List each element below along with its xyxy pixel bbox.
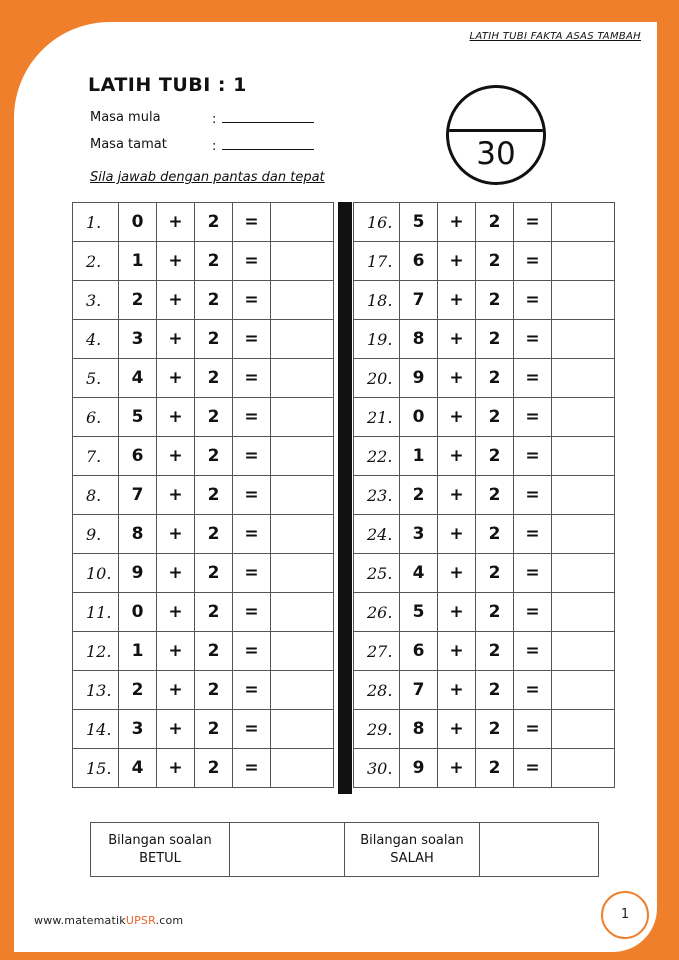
- operand-a: 6: [119, 437, 157, 476]
- operand-b: 2: [476, 593, 514, 632]
- question-number: 15.: [73, 749, 119, 788]
- answer-box[interactable]: [271, 398, 334, 437]
- operand-b: 2: [195, 242, 233, 281]
- question-number: 22.: [354, 437, 400, 476]
- operand-a: 3: [400, 515, 438, 554]
- plus-sign: +: [157, 359, 195, 398]
- plus-sign: +: [438, 242, 476, 281]
- equals-sign: =: [233, 554, 271, 593]
- operand-a: 5: [119, 398, 157, 437]
- operand-a: 7: [400, 671, 438, 710]
- equals-sign: =: [514, 320, 552, 359]
- plus-sign: +: [157, 437, 195, 476]
- question-number: 5.: [73, 359, 119, 398]
- start-time-field[interactable]: [212, 110, 314, 127]
- plus-sign: +: [438, 476, 476, 515]
- question-row: [354, 710, 615, 749]
- equals-sign: =: [514, 632, 552, 671]
- question-number: 17.: [354, 242, 400, 281]
- answer-box[interactable]: [552, 242, 615, 281]
- column-divider: [338, 202, 352, 794]
- question-row: [354, 242, 615, 281]
- operand-b: 2: [476, 515, 514, 554]
- operand-a: 7: [119, 476, 157, 515]
- correct-count-box[interactable]: [230, 823, 345, 877]
- operand-b: 2: [476, 749, 514, 788]
- instruction-text: Sila jawab dengan pantas dan tepat: [90, 170, 325, 185]
- question-number: 3.: [73, 281, 119, 320]
- plus-sign: +: [438, 398, 476, 437]
- plus-sign: +: [438, 281, 476, 320]
- operand-b: 2: [195, 398, 233, 437]
- plus-sign: +: [157, 593, 195, 632]
- answer-box[interactable]: [552, 203, 615, 242]
- question-number: 27.: [354, 632, 400, 671]
- plus-sign: +: [438, 320, 476, 359]
- question-row: [73, 242, 334, 281]
- equals-sign: =: [514, 437, 552, 476]
- end-time-label: Masa tamat: [90, 137, 167, 152]
- operand-a: 9: [400, 749, 438, 788]
- question-row: [354, 398, 615, 437]
- timer-value: 30: [476, 136, 516, 172]
- timer-divider: [449, 129, 543, 132]
- plus-sign: +: [157, 671, 195, 710]
- question-number: 12.: [73, 632, 119, 671]
- question-number: 1.: [73, 203, 119, 242]
- question-row: [354, 593, 615, 632]
- answer-box[interactable]: [552, 515, 615, 554]
- question-row: [354, 281, 615, 320]
- answer-box[interactable]: [271, 554, 334, 593]
- question-number: 4.: [73, 320, 119, 359]
- question-number: 18.: [354, 281, 400, 320]
- question-number: 9.: [73, 515, 119, 554]
- end-time-blank[interactable]: [222, 137, 314, 150]
- operand-a: 2: [119, 281, 157, 320]
- question-row: [354, 476, 615, 515]
- question-row: [354, 554, 615, 593]
- operand-a: 4: [400, 554, 438, 593]
- plus-sign: +: [157, 281, 195, 320]
- operand-a: 6: [400, 242, 438, 281]
- start-time-blank[interactable]: [222, 110, 314, 123]
- answer-box[interactable]: [552, 437, 615, 476]
- operand-b: 2: [195, 671, 233, 710]
- answer-box[interactable]: [271, 749, 334, 788]
- start-time-colon: :: [212, 112, 217, 127]
- plus-sign: +: [438, 359, 476, 398]
- question-row: [354, 749, 615, 788]
- operand-b: 2: [195, 203, 233, 242]
- question-row: [73, 515, 334, 554]
- operand-a: 0: [119, 203, 157, 242]
- page-number: 1: [601, 891, 649, 939]
- operand-b: 2: [476, 281, 514, 320]
- question-row: [73, 476, 334, 515]
- equals-sign: =: [514, 554, 552, 593]
- answer-box[interactable]: [552, 710, 615, 749]
- header-title: LATIH TUBI FAKTA ASAS TAMBAH: [469, 31, 641, 42]
- answer-box[interactable]: [271, 632, 334, 671]
- operand-b: 2: [476, 320, 514, 359]
- plus-sign: +: [438, 632, 476, 671]
- operand-b: 2: [476, 632, 514, 671]
- wrong-count-label: Bilangan soalan SALAH: [345, 823, 480, 877]
- equals-sign: =: [233, 632, 271, 671]
- equals-sign: =: [233, 398, 271, 437]
- plus-sign: +: [157, 515, 195, 554]
- answer-box[interactable]: [552, 554, 615, 593]
- question-row: [354, 320, 615, 359]
- operand-b: 2: [195, 281, 233, 320]
- question-row: [73, 554, 334, 593]
- end-time-field[interactable]: [212, 137, 314, 154]
- operand-b: 2: [476, 242, 514, 281]
- answer-box[interactable]: [271, 359, 334, 398]
- plus-sign: +: [438, 671, 476, 710]
- equals-sign: =: [233, 593, 271, 632]
- answer-box[interactable]: [552, 671, 615, 710]
- answer-box[interactable]: [552, 632, 615, 671]
- equals-sign: =: [514, 515, 552, 554]
- question-number: 23.: [354, 476, 400, 515]
- equals-sign: =: [514, 359, 552, 398]
- operand-a: 8: [119, 515, 157, 554]
- operand-b: 2: [195, 710, 233, 749]
- operand-b: 2: [476, 359, 514, 398]
- plus-sign: +: [438, 593, 476, 632]
- equals-sign: =: [233, 359, 271, 398]
- question-row: [354, 359, 615, 398]
- operand-b: 2: [195, 320, 233, 359]
- answer-box[interactable]: [271, 476, 334, 515]
- plus-sign: +: [157, 749, 195, 788]
- question-row: [73, 749, 334, 788]
- questions-table-left: [72, 202, 334, 788]
- operand-a: 8: [400, 710, 438, 749]
- answer-box[interactable]: [552, 281, 615, 320]
- question-row: [73, 320, 334, 359]
- question-number: 21.: [354, 398, 400, 437]
- question-number: 6.: [73, 398, 119, 437]
- equals-sign: =: [233, 320, 271, 359]
- answer-box[interactable]: [271, 281, 334, 320]
- correct-count-label: Bilangan soalan BETUL: [91, 823, 230, 877]
- question-number: 26.: [354, 593, 400, 632]
- operand-a: 0: [400, 398, 438, 437]
- question-number: 24.: [354, 515, 400, 554]
- answer-box[interactable]: [552, 476, 615, 515]
- equals-sign: =: [514, 749, 552, 788]
- plus-sign: +: [157, 554, 195, 593]
- equals-sign: =: [514, 242, 552, 281]
- question-number: 2.: [73, 242, 119, 281]
- operand-b: 2: [476, 437, 514, 476]
- operand-b: 2: [476, 710, 514, 749]
- plus-sign: +: [438, 710, 476, 749]
- answer-box[interactable]: [552, 359, 615, 398]
- question-row: [354, 515, 615, 554]
- equals-sign: =: [514, 398, 552, 437]
- operand-b: 2: [476, 203, 514, 242]
- equals-sign: =: [233, 476, 271, 515]
- start-time-label: Masa mula: [90, 110, 161, 125]
- timer-circle: [446, 85, 546, 185]
- question-row: [354, 203, 615, 242]
- answer-box[interactable]: [271, 710, 334, 749]
- question-row: [73, 281, 334, 320]
- question-number: 25.: [354, 554, 400, 593]
- operand-b: 2: [195, 749, 233, 788]
- operand-a: 2: [119, 671, 157, 710]
- equals-sign: =: [233, 749, 271, 788]
- question-number: 16.: [354, 203, 400, 242]
- plus-sign: +: [157, 632, 195, 671]
- answer-box[interactable]: [552, 320, 615, 359]
- operand-b: 2: [195, 515, 233, 554]
- plus-sign: +: [438, 437, 476, 476]
- operand-a: 1: [119, 242, 157, 281]
- question-row: [354, 671, 615, 710]
- question-row: [73, 671, 334, 710]
- question-row: [73, 398, 334, 437]
- answer-box[interactable]: [271, 203, 334, 242]
- plus-sign: +: [438, 515, 476, 554]
- answer-box[interactable]: [271, 593, 334, 632]
- answer-box[interactable]: [271, 671, 334, 710]
- question-number: 19.: [354, 320, 400, 359]
- answer-box[interactable]: [552, 593, 615, 632]
- operand-a: 5: [400, 203, 438, 242]
- operand-b: 2: [195, 359, 233, 398]
- end-time-colon: :: [212, 139, 217, 154]
- operand-b: 2: [476, 476, 514, 515]
- equals-sign: =: [514, 593, 552, 632]
- question-number: 8.: [73, 476, 119, 515]
- operand-b: 2: [476, 398, 514, 437]
- plus-sign: +: [438, 749, 476, 788]
- operand-a: 0: [119, 593, 157, 632]
- question-number: 14.: [73, 710, 119, 749]
- question-number: 10.: [73, 554, 119, 593]
- question-row: [73, 203, 334, 242]
- answer-box[interactable]: [271, 515, 334, 554]
- equals-sign: =: [514, 281, 552, 320]
- plus-sign: +: [157, 320, 195, 359]
- answer-box[interactable]: [271, 242, 334, 281]
- equals-sign: =: [233, 242, 271, 281]
- operand-a: 4: [119, 359, 157, 398]
- question-number: 7.: [73, 437, 119, 476]
- question-row: [73, 437, 334, 476]
- operand-b: 2: [195, 554, 233, 593]
- plus-sign: +: [157, 203, 195, 242]
- equals-sign: =: [514, 710, 552, 749]
- question-number: 30.: [354, 749, 400, 788]
- plus-sign: +: [157, 242, 195, 281]
- question-number: 20.: [354, 359, 400, 398]
- operand-a: 9: [400, 359, 438, 398]
- operand-b: 2: [195, 437, 233, 476]
- equals-sign: =: [233, 515, 271, 554]
- equals-sign: =: [514, 203, 552, 242]
- plus-sign: +: [157, 398, 195, 437]
- operand-a: 9: [119, 554, 157, 593]
- question-number: 13.: [73, 671, 119, 710]
- plus-sign: +: [438, 203, 476, 242]
- question-number: 29.: [354, 710, 400, 749]
- operand-a: 3: [119, 320, 157, 359]
- equals-sign: =: [233, 437, 271, 476]
- question-row: [73, 593, 334, 632]
- question-row: [354, 437, 615, 476]
- operand-b: 2: [476, 554, 514, 593]
- worksheet-page: [14, 22, 657, 952]
- equals-sign: =: [233, 710, 271, 749]
- question-number: 11.: [73, 593, 119, 632]
- operand-b: 2: [195, 632, 233, 671]
- equals-sign: =: [233, 281, 271, 320]
- operand-b: 2: [195, 593, 233, 632]
- equals-sign: =: [514, 476, 552, 515]
- website-brand: UPSR: [125, 914, 156, 927]
- equals-sign: =: [233, 671, 271, 710]
- operand-a: 1: [400, 437, 438, 476]
- question-number: 28.: [354, 671, 400, 710]
- operand-a: 7: [400, 281, 438, 320]
- website-link[interactable]: www.matematikUPSR.com: [34, 914, 184, 927]
- operand-a: 1: [119, 632, 157, 671]
- questions-table-right: [353, 202, 615, 788]
- sheet-title: LATIH TUBI : 1: [88, 74, 247, 96]
- question-row: [73, 359, 334, 398]
- answer-box[interactable]: [271, 437, 334, 476]
- plus-sign: +: [157, 710, 195, 749]
- equals-sign: =: [514, 671, 552, 710]
- question-row: [354, 632, 615, 671]
- score-table: [90, 822, 599, 877]
- plus-sign: +: [438, 554, 476, 593]
- question-row: [73, 632, 334, 671]
- operand-a: 4: [119, 749, 157, 788]
- operand-a: 2: [400, 476, 438, 515]
- equals-sign: =: [233, 203, 271, 242]
- answer-box[interactable]: [552, 749, 615, 788]
- operand-a: 3: [119, 710, 157, 749]
- wrong-count-box[interactable]: [480, 823, 599, 877]
- operand-b: 2: [195, 476, 233, 515]
- operand-a: 8: [400, 320, 438, 359]
- operand-b: 2: [476, 671, 514, 710]
- operand-a: 5: [400, 593, 438, 632]
- question-row: [73, 710, 334, 749]
- answer-box[interactable]: [552, 398, 615, 437]
- operand-a: 6: [400, 632, 438, 671]
- answer-box[interactable]: [271, 320, 334, 359]
- plus-sign: +: [157, 476, 195, 515]
